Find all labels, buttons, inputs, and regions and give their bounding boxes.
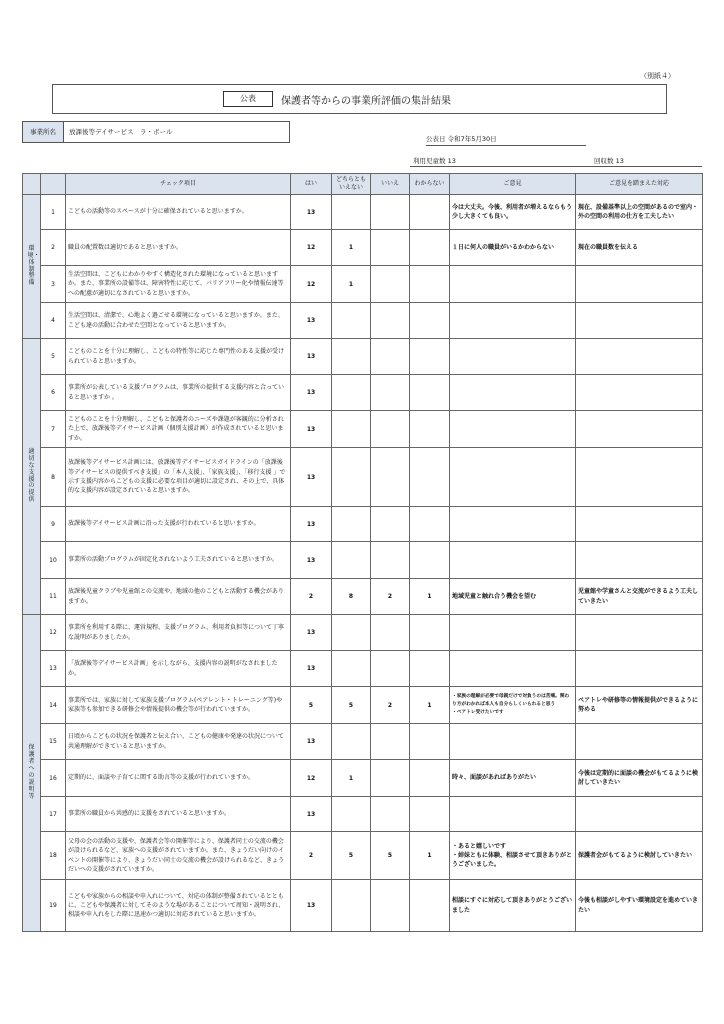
category-label: 適切な支援の提供 [28, 447, 35, 504]
opinion-text [450, 507, 576, 542]
table-row [23, 195, 703, 230]
response-text [576, 339, 703, 375]
response-text [576, 797, 703, 832]
table-row [23, 687, 703, 724]
table-row [23, 448, 703, 507]
table-row [23, 651, 703, 687]
opinion-text [450, 303, 576, 339]
count-unknown [410, 542, 450, 579]
opinion-text [450, 651, 576, 687]
count-yes: 12 [291, 230, 332, 266]
published-label: 公表日 [426, 135, 446, 143]
check-item-text: こどものことを十分に理解し、こどもの特性等に応じた専門性のある支援が受けられていると思いますか。 [66, 339, 291, 375]
published-date [426, 134, 586, 146]
count-neither: 1 [332, 266, 371, 303]
response-text: 今後も相談がしやすい環境設定を進めていきたい [576, 880, 703, 932]
category-label: 保護者への説明等 [28, 744, 35, 800]
evaluation-table [22, 173, 703, 932]
count-unknown: 1 [410, 687, 450, 724]
count-neither: 1 [332, 760, 371, 797]
count-unknown [410, 266, 450, 303]
check-item-text: こどもや家族からの相談や申入れについて、対応の体制が整備されているとともに、こどもや保護者に対してそのような場があることについて周知・説明され、相談や申入れをした際に迅速かつ適切に対応されていると思いますか。 [66, 880, 291, 932]
header-yes: はい [291, 174, 332, 195]
header-no: いいえ [371, 174, 410, 195]
public-badge: 公表 [223, 91, 273, 107]
count-yes: 13 [291, 797, 332, 832]
count-neither: 8 [332, 579, 371, 615]
header-check: チェック項目 [66, 174, 291, 195]
table-row [23, 615, 703, 651]
row-number: 3 [41, 266, 66, 303]
count-neither [332, 339, 371, 375]
category-label: 環境・体制整備 [27, 244, 40, 287]
count-yes: 12 [291, 760, 332, 797]
response-text [576, 542, 703, 579]
count-unknown [410, 797, 450, 832]
count-no [371, 339, 410, 375]
table-row [23, 542, 703, 579]
count-no: 2 [371, 579, 410, 615]
count-yes: 2 [291, 832, 332, 880]
count-neither [332, 724, 371, 760]
count-no [371, 880, 410, 932]
table-row [23, 760, 703, 797]
check-item-text: こどものことを十分理解し、こどもと保護者のニーズや課題が客観的に分析された上で、放課後等デイサービス計画（個別支援計画）が作成されていると思いますか。 [66, 411, 291, 448]
office-box [22, 121, 290, 143]
count-yes: 13 [291, 724, 332, 760]
count-unknown [410, 880, 450, 932]
count-neither [332, 615, 371, 651]
row-number: 13 [41, 651, 66, 687]
row-number: 1 [41, 195, 66, 230]
count-yes: 13 [291, 375, 332, 411]
header-opinion: ご意見 [450, 174, 576, 195]
count-neither [332, 411, 371, 448]
count-yes: 13 [291, 542, 332, 579]
count-yes: 13 [291, 880, 332, 932]
table-header-row [23, 174, 703, 195]
table-row [23, 507, 703, 542]
opinion-text: 時々、面談があればありがたい [450, 760, 576, 797]
check-item-text: 事業所では、家族に対して家族支援プログラム(ペアレント・トレーニング等)や家族等も参加できる研修会や情報提供の機会等が行われていますか。 [66, 687, 291, 724]
annex-label: （別紙４） [640, 72, 675, 80]
response-text: 今後は定期的に面談の機会がもてるように検討していきたい [576, 760, 703, 797]
users-value: 13 [447, 157, 456, 165]
response-text: 保護者会がもてるように検討していきたい [576, 832, 703, 880]
row-number: 11 [41, 579, 66, 615]
check-item-text: 日頃からこどもの状況を保護者と伝え合い、こどもの健康や発達の状況について共通理解ができていると思いますか。 [66, 724, 291, 760]
table-row [23, 266, 703, 303]
count-yes: 13 [291, 339, 332, 375]
opinion-text: ・あると嬉しいです ・姉妹ともに体験、相談させて頂きありがとうございました。 [450, 832, 576, 880]
response-text [576, 448, 703, 507]
users-count [413, 156, 456, 165]
count-unknown: 1 [410, 579, 450, 615]
count-no [371, 375, 410, 411]
row-number: 6 [41, 375, 66, 411]
count-neither [332, 375, 371, 411]
row-number: 15 [41, 724, 66, 760]
opinion-text: ・家族の理解が必要で母親だけで対負うのは苦痛。関わり方がわかれば本人も自分らしくいられると思う ・ペアトレ受けたいです [450, 687, 576, 724]
count-no: 5 [371, 832, 410, 880]
response-text [576, 411, 703, 448]
count-yes: 13 [291, 448, 332, 507]
count-neither [332, 651, 371, 687]
check-item-text: 父母の会の活動の支援や、保護者会等の開催等により、保護者同士の交流の機会が設けられるなど、家族への支援がされていますか。また、きょうだい向けのイベントの開催等により、きょうだい同士の交流の機会が設けられるなど、きょうだいへの支援がされていますか。 [66, 832, 291, 880]
row-number: 5 [41, 339, 66, 375]
count-yes: 12 [291, 266, 332, 303]
row-number: 18 [41, 832, 66, 880]
row-number: 7 [41, 411, 66, 448]
opinion-text [450, 724, 576, 760]
count-neither [332, 195, 371, 230]
check-item-text: 職員の配置数は適切であると思いますか。 [66, 230, 291, 266]
count-unknown [410, 724, 450, 760]
row-number: 14 [41, 687, 66, 724]
opinion-text [450, 797, 576, 832]
opinion-text [450, 375, 576, 411]
table-row [23, 724, 703, 760]
count-no [371, 797, 410, 832]
count-unknown [410, 195, 450, 230]
count-yes: 13 [291, 411, 332, 448]
count-unknown [410, 760, 450, 797]
count-unknown [410, 411, 450, 448]
response-text [576, 266, 703, 303]
opinion-text [450, 411, 576, 448]
header-neither: どちらとも いえない [332, 174, 371, 195]
check-item-text: 放課後等デイサービス計画には、放課後等デイサービスガイドラインの「放課後等デイサービスの提供すべき支援」の「本人支援」、「家族支援」、「移行支援 」で示す支援内容からこどもの支援に必要な項目が適切に設定され、その上で、具体的な支援内容が設定されていると思いますか。 [66, 448, 291, 507]
header-category [23, 174, 41, 195]
check-item-text: 事業所を利用する際に、運営規程、支援プログラム、利用者負担等について丁寧な説明がありましたか。 [66, 615, 291, 651]
office-label: 事業所名 [23, 122, 64, 142]
returns-count [594, 156, 624, 165]
count-no [371, 411, 410, 448]
opinion-text [450, 266, 576, 303]
count-no: 2 [371, 687, 410, 724]
category-cell [23, 615, 41, 932]
header-unknown: わからない [410, 174, 450, 195]
check-item-text: こどもの活動等のスペースが十分に確保されていると思いますか。 [66, 195, 291, 230]
count-unknown [410, 651, 450, 687]
response-text [576, 303, 703, 339]
page-title: 保護者等からの事業所評価の集計結果 [281, 96, 451, 107]
count-neither: 5 [332, 832, 371, 880]
table-row [23, 797, 703, 832]
response-text [576, 651, 703, 687]
check-item-text: 事業所が公表している支援プログラムは、事業所の提供する支援内容と合っていると思いますか 。 [66, 375, 291, 411]
check-item-text: 放課後等デイサービス計画に沿った支援が行われていると思いますか。 [66, 507, 291, 542]
count-no [371, 195, 410, 230]
response-text [576, 507, 703, 542]
count-unknown [410, 615, 450, 651]
response-text [576, 615, 703, 651]
count-yes: 13 [291, 507, 332, 542]
table-row [23, 303, 703, 339]
office-name: 放課後等デイサービス ラ・ボール [69, 128, 173, 136]
header-response: ご意見を踏まえた対応 [576, 174, 703, 195]
table-row [23, 579, 703, 615]
opinion-text: 今は大丈夫。今後、利用者が増えるならもう少し大きくても良い。 [450, 195, 576, 230]
header-number [41, 174, 66, 195]
row-number: 8 [41, 448, 66, 507]
count-unknown [410, 375, 450, 411]
count-no [371, 615, 410, 651]
row-number: 10 [41, 542, 66, 579]
table-row [23, 230, 703, 266]
response-text [576, 724, 703, 760]
count-no [371, 448, 410, 507]
response-text [576, 375, 703, 411]
category-cell [23, 195, 41, 339]
count-neither [332, 303, 371, 339]
opinion-text [450, 448, 576, 507]
count-no [371, 542, 410, 579]
count-no [371, 507, 410, 542]
count-yes: 13 [291, 615, 332, 651]
opinion-text [450, 542, 576, 579]
count-neither [332, 542, 371, 579]
check-item-text: 放課後児童クラブや児童館との交流や、地域の他のこどもと活動する機会がありますか。 [66, 579, 291, 615]
check-item-text: 「放課後等デイサービス計画」を示しながら、支援内容の説明がなされましたか。 [66, 651, 291, 687]
row-number: 4 [41, 303, 66, 339]
published-value: 令和7年5月30日 [447, 135, 497, 143]
count-yes: 13 [291, 651, 332, 687]
count-neither [332, 507, 371, 542]
count-no [371, 266, 410, 303]
count-no [371, 303, 410, 339]
count-neither [332, 797, 371, 832]
count-unknown [410, 448, 450, 507]
count-neither [332, 448, 371, 507]
count-neither [332, 880, 371, 932]
title-box [52, 84, 667, 114]
opinion-text: 地域児童と触れ合う機会を望む [450, 579, 576, 615]
response-text: 現在、設備基準以上の空間があるので室内・外の空間の利用の仕方を工夫したい [576, 195, 703, 230]
response-text: ペアトレや研修等の情報提供ができるように努める [576, 687, 703, 724]
opinion-text [450, 615, 576, 651]
count-unknown [410, 230, 450, 266]
count-neither: 1 [332, 230, 371, 266]
response-text: 現在の職員数を伝える [576, 230, 703, 266]
check-item-text: 生活空間は、こどもにわかりやすく構造化された環境になっていると思いますか。また、事業所の設備等は、障害特性に応じて、バリアフリー化や情報伝達等への配慮が適切になされていると思いますか。 [66, 266, 291, 303]
row-number: 19 [41, 880, 66, 932]
check-item-text: 事業所の活動プログラムが固定化されないよう工夫されていると思いますか。 [66, 542, 291, 579]
count-neither: 5 [332, 687, 371, 724]
count-no [371, 760, 410, 797]
count-no [371, 230, 410, 266]
table-row [23, 339, 703, 375]
count-no [371, 724, 410, 760]
table-row [23, 880, 703, 932]
count-unknown: 1 [410, 832, 450, 880]
check-item-text: 事業所の職員から共感的に支援をされていると思いますか。 [66, 797, 291, 832]
table-row [23, 375, 703, 411]
opinion-text [450, 339, 576, 375]
count-unknown [410, 303, 450, 339]
count-yes: 13 [291, 195, 332, 230]
check-item-text: 生活空間は、清潔で、心地よく過ごせる環境になっていると思いますか。また、こども達の活動に合わせた空間となっていると思いますか。 [66, 303, 291, 339]
divider [410, 166, 702, 167]
row-number: 2 [41, 230, 66, 266]
users-label: 利用児童数 [413, 157, 446, 165]
category-cell [23, 339, 41, 615]
response-text: 児童館や学童さんと交流ができるよう工夫していきたい [576, 579, 703, 615]
returns-value: 13 [615, 157, 624, 165]
count-unknown [410, 507, 450, 542]
count-yes: 5 [291, 687, 332, 724]
row-number: 12 [41, 615, 66, 651]
opinion-text: １日に何人の職員がいるかわからない [450, 230, 576, 266]
count-unknown [410, 339, 450, 375]
table-row [23, 832, 703, 880]
count-yes: 2 [291, 579, 332, 615]
row-number: 16 [41, 760, 66, 797]
row-number: 17 [41, 797, 66, 832]
row-number: 9 [41, 507, 66, 542]
opinion-text: 相談にすぐに対応して頂きありがとうございました [450, 880, 576, 932]
table-row [23, 411, 703, 448]
check-item-text: 定期的に、面談や子育てに関する助言等の支援が行われていますか。 [66, 760, 291, 797]
returns-label: 回収数 [594, 157, 614, 165]
count-yes: 13 [291, 303, 332, 339]
count-no [371, 651, 410, 687]
